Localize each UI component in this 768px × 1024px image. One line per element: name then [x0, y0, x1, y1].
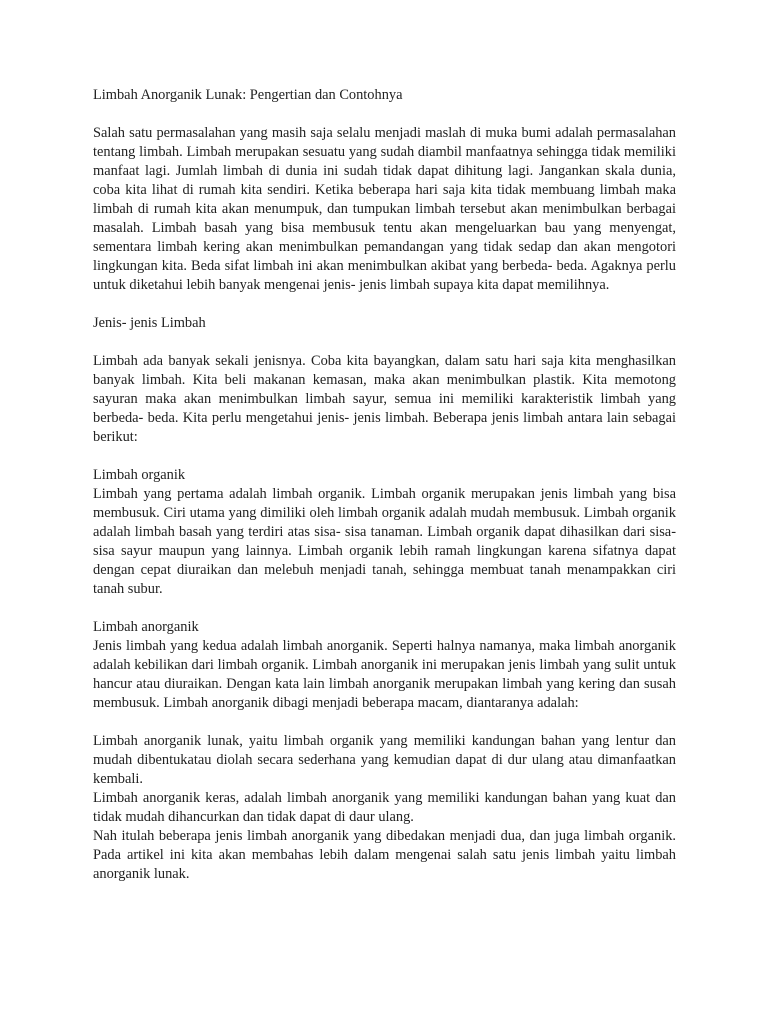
document-title: Limbah Anorganik Lunak: Pengertian dan Contohnya — [93, 87, 403, 103]
section-paragraph: Limbah ada banyak sekali jenisnya. Coba kita bayangkan, dalam satu hari saja kita menghasilkan banyak limbah. Kita beli makanan kemasan, maka akan menimbulkan plastik. Kita memotong sayuran maka akan menimbulkan limbah sayur, semua ini memiliki karakteristik limbah yang berbeda- beda. Kita perlu mengetahui jenis- jenis limbah. Beberapa jenis limbah antara lain sebagai berikut: — [93, 353, 676, 445]
organik-paragraph: Limbah yang pertama adalah limbah organik. Limbah organik merupakan jenis limbah yang bisa membusuk. Ciri utama yang dimiliki oleh limbah organik adalah mudah membusuk. Limbah organik adalah limbah basah yang terdiri atas sisa- sisa tanaman. Limbah organik dapat dihasilkan dari sisa- sisa sayur maupun yang lainnya. Limbah organik lebih ramah lingkungan karena sifatnya dapat dengan cepat diuraikan dan melebuh menjadi tanah, sehingga membuat tanah menampakkan ciri tanah subur. — [93, 486, 676, 597]
organik-heading: Limbah organik — [93, 467, 186, 483]
anorganik-paragraph: Jenis limbah yang kedua adalah limbah anorganik. Seperti halnya namanya, maka limbah anorganik adalah kebilikan dari limbah organik. Limbah anorganik ini merupakan jenis limbah yang sulit untuk hancur atau diuraikan. Dengan kata lain limbah anorganik merupakan limbah yang kering dan susah membusuk. Limbah anorganik dibagi menjadi beberapa macam, diantaranya adalah: — [93, 638, 676, 711]
lunak-paragraph: Limbah anorganik lunak, yaitu limbah organik yang memiliki kandungan bahan yang lentur dan mudah dibentukatau diolah secara sederhana yang kemudian dapat di dur ulang atau dimanfaatkan kembali. — [93, 733, 676, 787]
keras-paragraph: Limbah anorganik keras, adalah limbah anorganik yang memiliki kandungan bahan yang kuat dan tidak mudah dihancurkan dan tidak dapat di daur ulang. — [93, 790, 676, 825]
closing-paragraph: Nah itulah beberapa jenis limbah anorganik yang dibedakan menjadi dua, dan juga limbah organik. Pada artikel ini kita akan membahas lebih dalam mengenai salah satu jenis limbah yaitu limbah anorganik lunak. — [93, 828, 676, 882]
section-heading: Jenis- jenis Limbah — [93, 315, 206, 331]
anorganik-heading: Limbah anorganik — [93, 619, 199, 635]
document-body — [93, 86, 676, 884]
intro-paragraph: Salah satu permasalahan yang masih saja selalu menjadi maslah di muka bumi adalah permasalahan tentang limbah. Limbah merupakan sesuatu yang sudah diambil manfaatnya sehingga tidak memiliki manfaat lagi. Jumlah limbah di dunia ini sudah tidak dapat dihitung lagi. Jangankan skala dunia, coba kita lihat di rumah kita sendiri. Ketika beberapa hari saja kita tidak membuang limbah maka limbah di rumah kita akan menumpuk, dan tumpukan limbah tersebut akan menimbulkan berbagai masalah. Limbah basah yang bisa membusuk tentu akan mengeluarkan bau yang menyengat, sementara limbah kering akan menimbulkan pemandangan yang tidak sedap dan akan mengotori lingkungan kita. Beda sifat limbah ini akan menimbulkan akibat yang berbeda- beda. Agaknya perlu untuk diketahui lebih banyak mengenai jenis- jenis limbah supaya kita dapat memilihnya. — [93, 125, 676, 293]
